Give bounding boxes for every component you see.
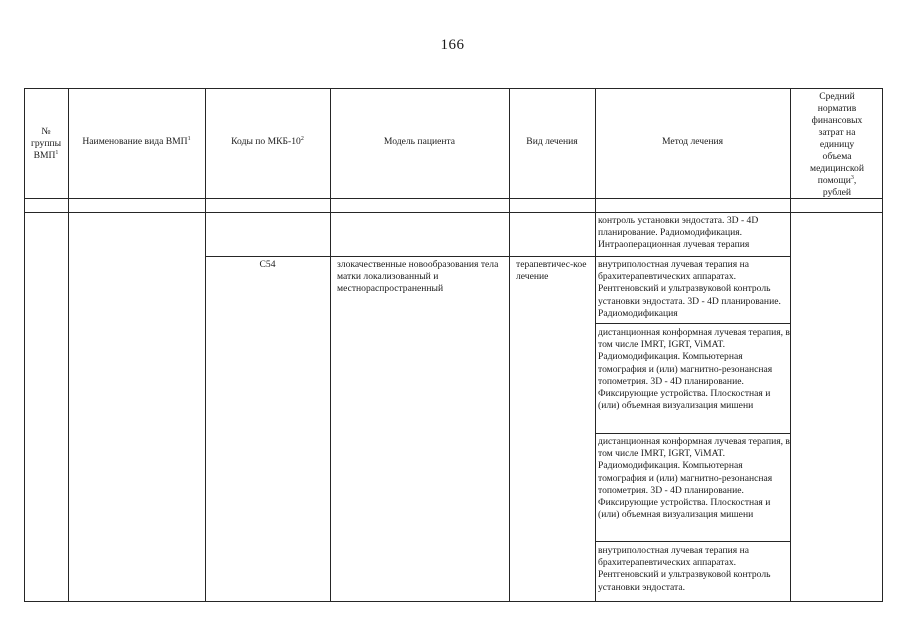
method-cell: внутриполостная лучевая терапия на брахитерапевтических аппаратах. Рентгеновский и ультразвуковой контроль установки эндостата. bbox=[598, 545, 771, 593]
header-group-number-footnote: 1 bbox=[55, 149, 59, 156]
treatment-type-cell: терапевтичес-кое лечение bbox=[516, 259, 587, 283]
header-icd-codes bbox=[207, 130, 328, 154]
patient-model-cell: злокачественные новообразования тела матки локализованный и местнораспространенный bbox=[337, 259, 499, 295]
header-treatment-method: Метод лечения bbox=[661, 136, 724, 147]
method-cell: дистанционная конформная лучевая терапия, в том числе IMRT, IGRT, ViMAT. Радиомодификация. Компьютерная томография и (или) магнитно-резонансная топометрия. 3D - 4D планирование. Фиксирующие устройства. Плоскостная и (или) объемная визуализация мишени bbox=[598, 436, 790, 521]
header-average-cost-text: Средний норматив финансовых затрат на единицу объема медицинской помощи bbox=[810, 91, 864, 186]
icd-code-cell: C54 bbox=[259, 259, 276, 270]
header-patient-model: Модель пациента bbox=[383, 136, 456, 147]
header-average-cost bbox=[808, 91, 866, 199]
header-average-cost-unit: , рублей bbox=[822, 175, 857, 198]
method-cell: дистанционная конформная лучевая терапия, в том числе IMRT, IGRT, ViMAT. Радиомодификация. Компьютерная томография и (или) магнитно-резонансная топометрия. 3D - 4D планирование. Фиксирующие устройства. Плоскостная и (или) объемная визуализация мишени bbox=[598, 327, 790, 412]
header-vmp-name bbox=[70, 130, 203, 154]
method-cell: внутриполостная лучевая терапия на брахитерапевтических аппаратах. Рентгеновский и ультразвуковой контроль установки эндостата. 3D - 4D планирование. Радиомодификация bbox=[598, 259, 781, 319]
method-cell: контроль установки эндостата. 3D - 4D планирование. Радиомодификация. Интраоперационная лучевая терапия bbox=[598, 215, 759, 251]
header-treatment-type: Вид лечения bbox=[526, 136, 578, 147]
header-vmp-name-text: Наименование вида ВМП bbox=[82, 136, 188, 147]
header-group-number bbox=[26, 120, 66, 168]
page-number: 166 bbox=[440, 37, 465, 53]
header-vmp-name-footnote: 1 bbox=[187, 135, 191, 142]
header-icd-codes-text: Коды по МКБ-10 bbox=[231, 136, 301, 147]
header-average-cost-footnote: 3 bbox=[850, 174, 854, 181]
header-icd-codes-footnote: 2 bbox=[300, 135, 304, 142]
header-group-number-text: № группы ВМП bbox=[30, 126, 62, 161]
